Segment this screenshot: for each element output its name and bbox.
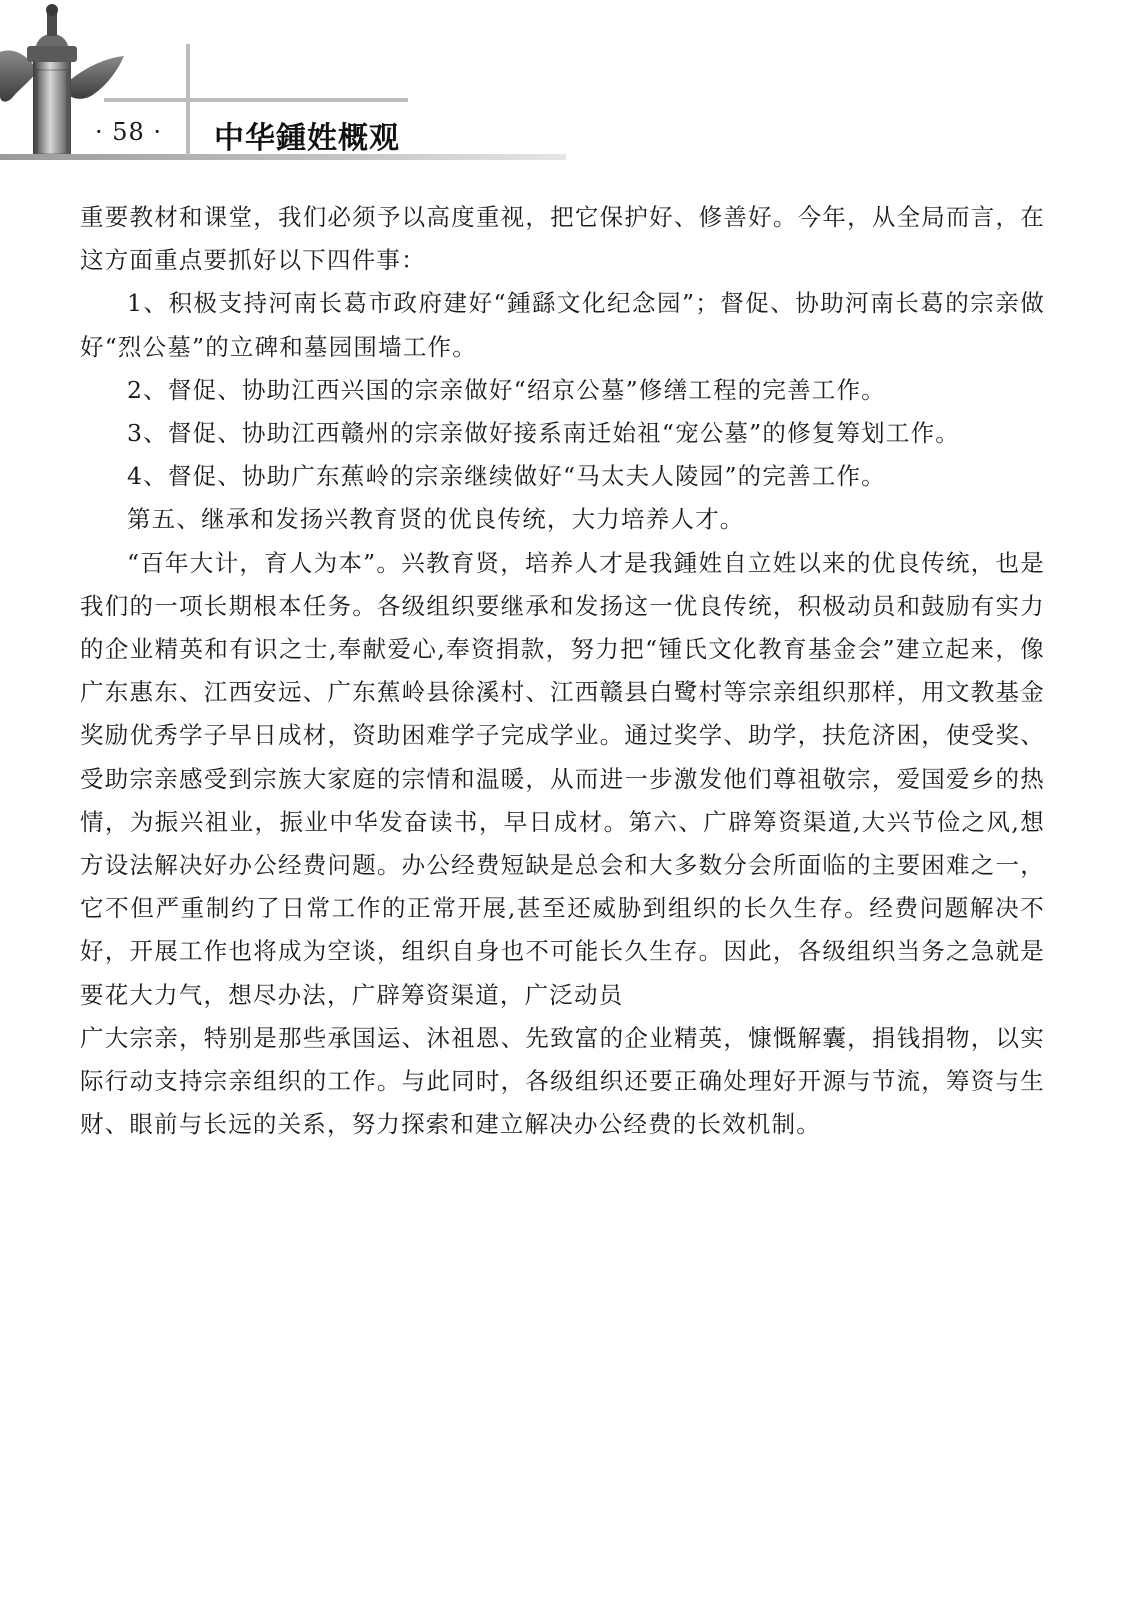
paragraph: 3、督促、协助江西赣州的宗亲做好接系南迁始祖“宠公墓”的修复筹划工作。 (127, 419, 960, 448)
paragraph: 重要教材和课堂，我们必须予以高度重视，把它保护好、修善好。今年，从全局而言，在这方面重点要抓好以下四件事： (80, 203, 1045, 275)
paragraph: 4、督促、协助广东蕉岭的宗亲继续做好“马太夫人陵园”的完善工作。 (127, 462, 886, 491)
paragraph: 2、督促、协助江西兴国的宗亲做好“绍京公墓”修缮工程的完善工作。 (127, 375, 886, 404)
paragraph: 第五、继承和发扬兴教育贤的优良传统，大力培养人才。 (127, 505, 745, 534)
page-header (0, 0, 600, 170)
book-title: 中华鍾姓概观 (214, 121, 400, 156)
paragraph: “百年大计，育人为本”。兴教育贤，培养人才是我鍾姓自立姓以来的优良传统，也是我们的一项长期根本任务。各级组织要继承和发扬这一优良传统，积极动员和鼓励有实力的企业精英和有识之士,奉献爱心,奉资捐款，努力把“锺氏文化教育基金会”建立起来，像广东惠东、江西安远、广东蕉岭县徐溪村、江西赣县白鹭村等宗亲组织那样，用文教基金奖励优秀学子早日成材，资助困难学子完成学业。通过奖学、助学，扶危济困，使受奖、受助宗亲感受到宗族大家庭的宗情和温暖，从而进一步激发他们尊祖敬宗，爱国爱乡的热情，为振兴祖业，振业中华发奋读书，早日成材。第六、广辟筹资渠道,大兴节俭之风,想方设法解决好办公经费问题。办公经费短缺是总会和大多数分会所面临的主要困难之一，它不但严重制约了日常工作的正常开展,甚至还威胁到组织的长久生存。经费问题解决不好，开展工作也将成为空谈，组织自身也不可能长久生存。因此，各级组织当务之急就是要花大力气，想尽办法，广辟筹资渠道，广泛动员 (80, 548, 1045, 1009)
page-number: · 58 · (95, 118, 163, 146)
paragraph: 广大宗亲，特别是那些承国运、沐祖恩、先致富的企业精英，慷慨解囊，捐钱捐物，以实际行动支持宗亲组织的工作。与此同时，各级组织还要正确处理好开源与节流，筹资与生财、眼前与长远的关系，努力探索和建立解决办公经费的长效机制。 (80, 1023, 1045, 1139)
paragraph: 1、积极支持河南长葛市政府建好“鍾繇文化纪念园”；督促、协助河南长葛的宗亲做好“烈公墓”的立碑和墓园围墙工作。 (80, 289, 1045, 361)
body-text (80, 196, 1045, 1146)
